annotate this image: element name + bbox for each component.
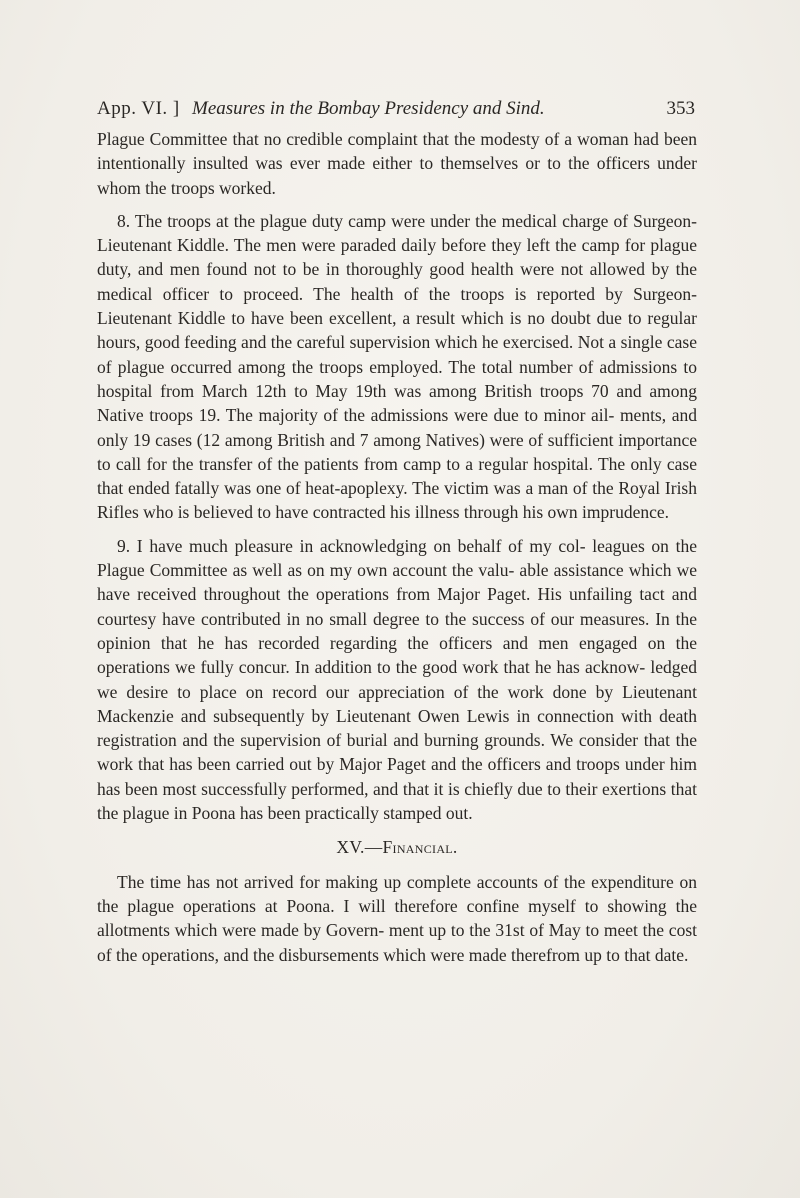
paragraph-8: 8. The troops at the plague duty camp were under the medical charge of Surgeon-Lieutenant Kiddle. The men were paraded daily before they left the camp for plague duty, and men found not to be in thoroughly good health were not allowed by the medical officer to proceed. The health of the troops is reported by Surgeon-Lieutenant Kiddle to have been excellent, a result which is no doubt due to regular hours, good feeding and the careful supervision which he exercised. Not a single case of plague occurred among the troops employed. The total number of admissions to hospital from March 12th to May 19th was among British troops 70 and among Native troops 19. The majority of the admissions were due to minor ail- ments, and only 19 cases (12 among British and 7 among Natives) were of sufficient importance to call for the transfer of the patients from camp to a regular hospital. The only case that ended fatally was one of heat-apoplexy. The victim was a man of the Royal Irish Rifles who is believed to have contracted his illness through his own imprudence. (97, 210, 697, 523)
section-number: XV. (336, 837, 365, 858)
section-heading (97, 835, 697, 859)
page-body (97, 127, 697, 976)
running-title: Measures in the Bombay Presidency and Sind. (192, 98, 545, 119)
paragraph-9: 9. I have much pleasure in acknowledging on behalf of my col- leagues on the Plague Committee as well as on my own account the valu- able assistance which we have received throughout the operations from Major Paget. His unfailing tact and courtesy have contributed in no small degree to the success of our measures. In the opinion that he has recorded regarding the officers and men engaged on the operations we fully concur. In addition to the good work that he has acknow- ledged we desire to place on record our appreciation of the work done by Lieutenant Mackenzie and subsequently by Lieutenant Owen Lewis in connection with death registration and the supervision of burial and burning grounds. We consider that the work that has been carried out by Major Paget and the officers and troops under him has been most successfully performed, and that it is chiefly due to their exertions that the plague in Poona has been practically stamped out. (97, 535, 697, 824)
paragraph-financial: The time has not arrived for making up complete accounts of the expenditure on the plague operations at Poona. I will therefore confine myself to showing the allotments which were made by Govern- ment up to the 31st of May to meet the cost of the operations, and the disbursements which were made therefrom up to that date. (97, 871, 697, 965)
paragraph-continuation: Plague Committee that no credible complaint that the modesty of a woman had been intentionally insulted was ever made either to themselves or to the officers under whom the troops worked. (97, 129, 697, 198)
section-title: —Financial. (364, 837, 458, 858)
appendix-label: App. VI. ] (97, 98, 180, 119)
page-number: 353 (666, 98, 695, 119)
running-header (97, 98, 695, 124)
